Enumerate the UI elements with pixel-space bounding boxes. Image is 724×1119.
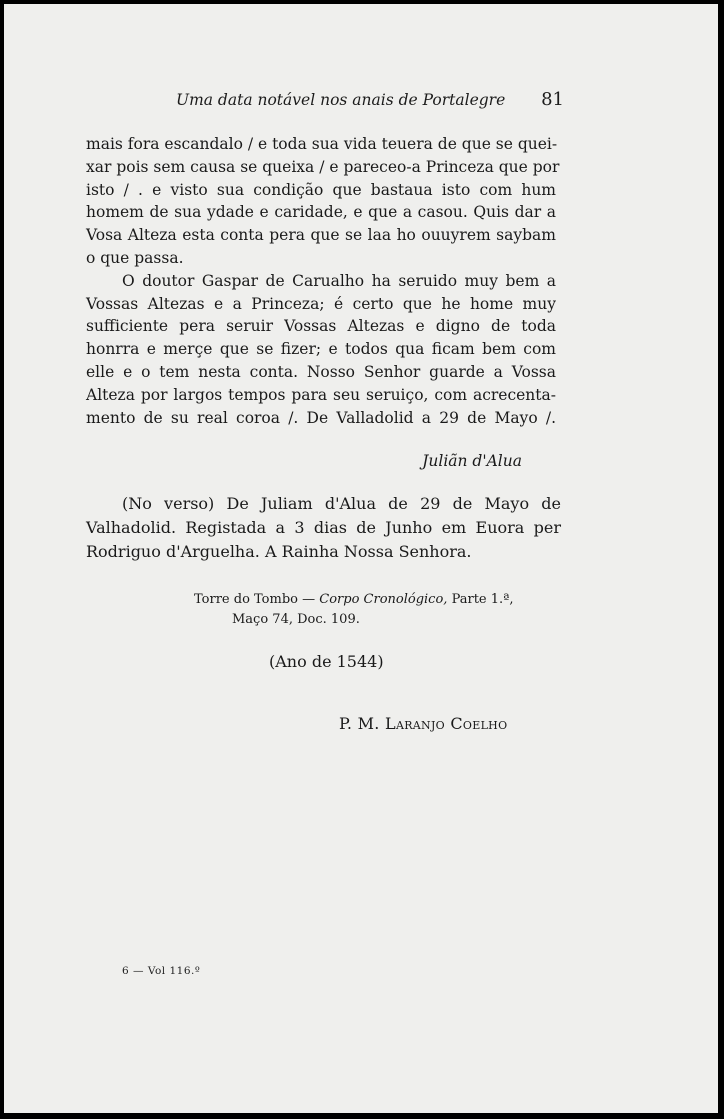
text-line: homem de sua ydade e caridade, e que a casou. Quis dar a: [86, 203, 556, 222]
page-number: 81: [541, 89, 564, 110]
source-citation: [194, 590, 513, 630]
text-line: o que passa.: [86, 248, 184, 267]
letter-body: [86, 133, 560, 429]
text-line: mais fora escandalo / e toda sua vida teuera de que se quei-: [86, 135, 558, 153]
running-header: [176, 89, 564, 115]
article-author: P. M. Laranjo Coelho: [339, 714, 508, 733]
text-line: xar pois sem causa se queixa / e pareceo-a Princeza que por: [86, 157, 560, 176]
text-line: honrra e merçe que se fizer; e todos qua ficam bem com: [86, 340, 556, 359]
source-part: Parte 1.ª,: [447, 592, 514, 607]
running-title: Uma data notável nos anais de Portalegre: [176, 91, 506, 109]
text-line: Valhadolid. Registada a 3 dias de Junho em Euora per: [86, 518, 561, 537]
text-line: Vosa Alteza esta conta pera que se laa ho ouuyrem saybam: [86, 226, 556, 245]
source-collection: Corpo Cronológico,: [319, 592, 448, 607]
document-year: (Ano de 1544): [269, 652, 384, 671]
text-line: elle e o tem nesta conta. Nosso Senhor guarde a Vossa: [86, 362, 556, 381]
text-line: Alteza por largos tempos para seu seruiço, com acrecenta-: [86, 385, 556, 404]
source-line-1: [194, 590, 513, 610]
source-prefix: Torre do Tombo —: [194, 592, 320, 607]
source-line-2: Maço 74, Doc. 109.: [232, 612, 360, 627]
text-line: mento de su real coroa /. De Valladolid a 29 de Mayo /.: [86, 408, 556, 427]
text-line: O doutor Gaspar de Carualho ha seruido muy bem a: [122, 271, 556, 290]
text-line: sufficiente pera seruir Vossas Altezas e digno de toda: [86, 317, 556, 336]
page: [4, 4, 718, 1113]
text-line: (No verso) De Juliam d'Alua de 29 de Mayo de: [122, 494, 561, 513]
signature-mark: 6 — Vol 116.º: [122, 965, 201, 977]
letter-signature: Juliãn d'Alua: [422, 452, 522, 470]
text-line: isto / . e visto sua condição que bastaua isto com hum: [86, 180, 556, 199]
verso-note: [86, 492, 561, 564]
text-line: Rodriguo d'Arguelha. A Rainha Nossa Senhora.: [86, 542, 472, 561]
text-line: Vossas Altezas e a Princeza; é certo que he home muy: [86, 294, 556, 313]
